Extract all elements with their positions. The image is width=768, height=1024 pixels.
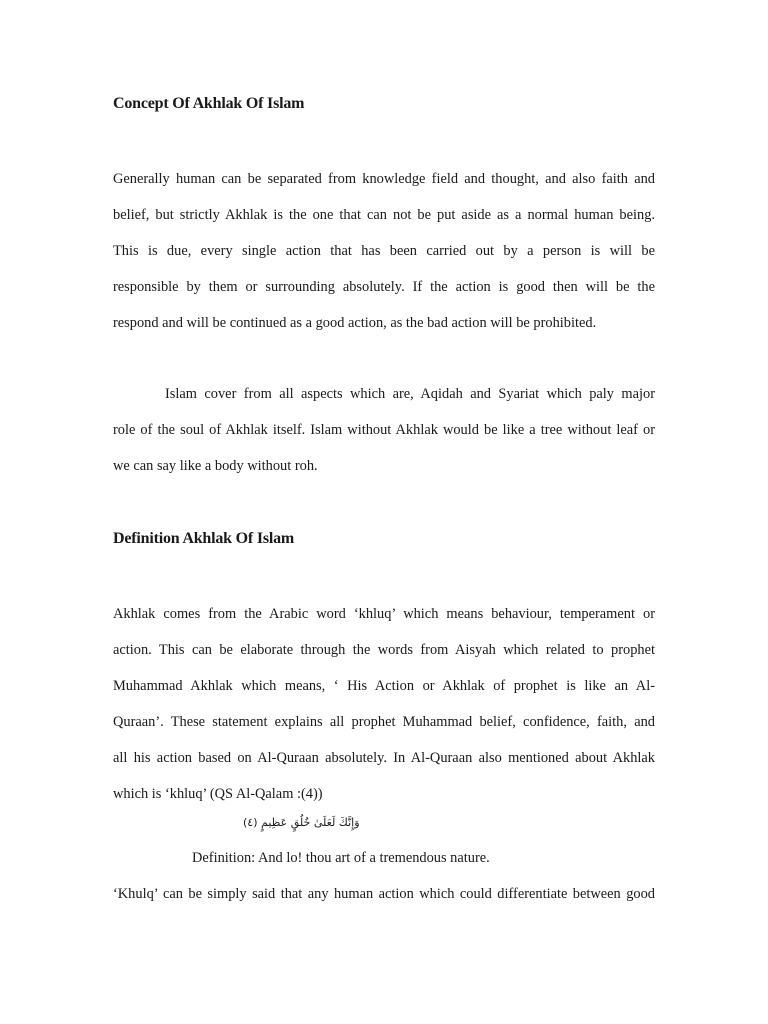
paragraph-line: Muhammad Akhlak which means, ‘ His Action or Akhlak of prophet is like an Al- — [113, 678, 655, 694]
paragraph-line: responsible by them or surrounding absolutely. If the action is good then will be the — [113, 279, 655, 295]
paragraph-line: action. This can be elaborate through the words from Aisyah which related to prophet — [113, 642, 655, 658]
paragraph-line: belief, but strictly Akhlak is the one that can not be put aside as a normal human being. — [113, 207, 655, 223]
paragraph-line: Islam cover from all aspects which are, Aqidah and Syariat which paly major — [165, 386, 655, 402]
paragraph-line: we can say like a body without roh. — [113, 458, 318, 474]
paragraph-line: role of the soul of Akhlak itself. Islam without Akhlak would be like a tree without leaf or — [113, 422, 655, 438]
paragraph-line: Quraan’. These statement explains all prophet Muhammad belief, confidence, faith, and — [113, 714, 655, 730]
paragraph-line: all his action based on Al-Quraan absolutely. In Al-Quraan also mentioned about Akhlak — [113, 750, 655, 766]
paragraph-line: This is due, every single action that has been carried out by a person is will be — [113, 243, 655, 259]
paragraph-line: respond and will be continued as a good action, as the bad action will be prohibited. — [113, 315, 597, 331]
paragraph-line: which is ‘khluq’ (QS Al-Qalam :(4)) — [113, 786, 323, 802]
section-heading-concept: Concept Of Akhlak Of Islam — [113, 95, 305, 112]
verse-definition: Definition: And lo! thou art of a tremendous nature. — [192, 850, 490, 866]
arabic-verse: وَإِنَّكَ لَعَلَىٰ خُلُقٍ عَظِيمٍ (٤) — [243, 816, 360, 829]
paragraph-line: ‘Khulq’ can be simply said that any human action which could differentiate between good — [113, 886, 655, 902]
section-heading-definition: Definition Akhlak Of Islam — [113, 530, 295, 547]
paragraph-line: Akhlak comes from the Arabic word ‘khluq’ which means behaviour, temperament or — [113, 606, 655, 622]
paragraph-line: Generally human can be separated from knowledge field and thought, and also faith and — [113, 171, 655, 187]
